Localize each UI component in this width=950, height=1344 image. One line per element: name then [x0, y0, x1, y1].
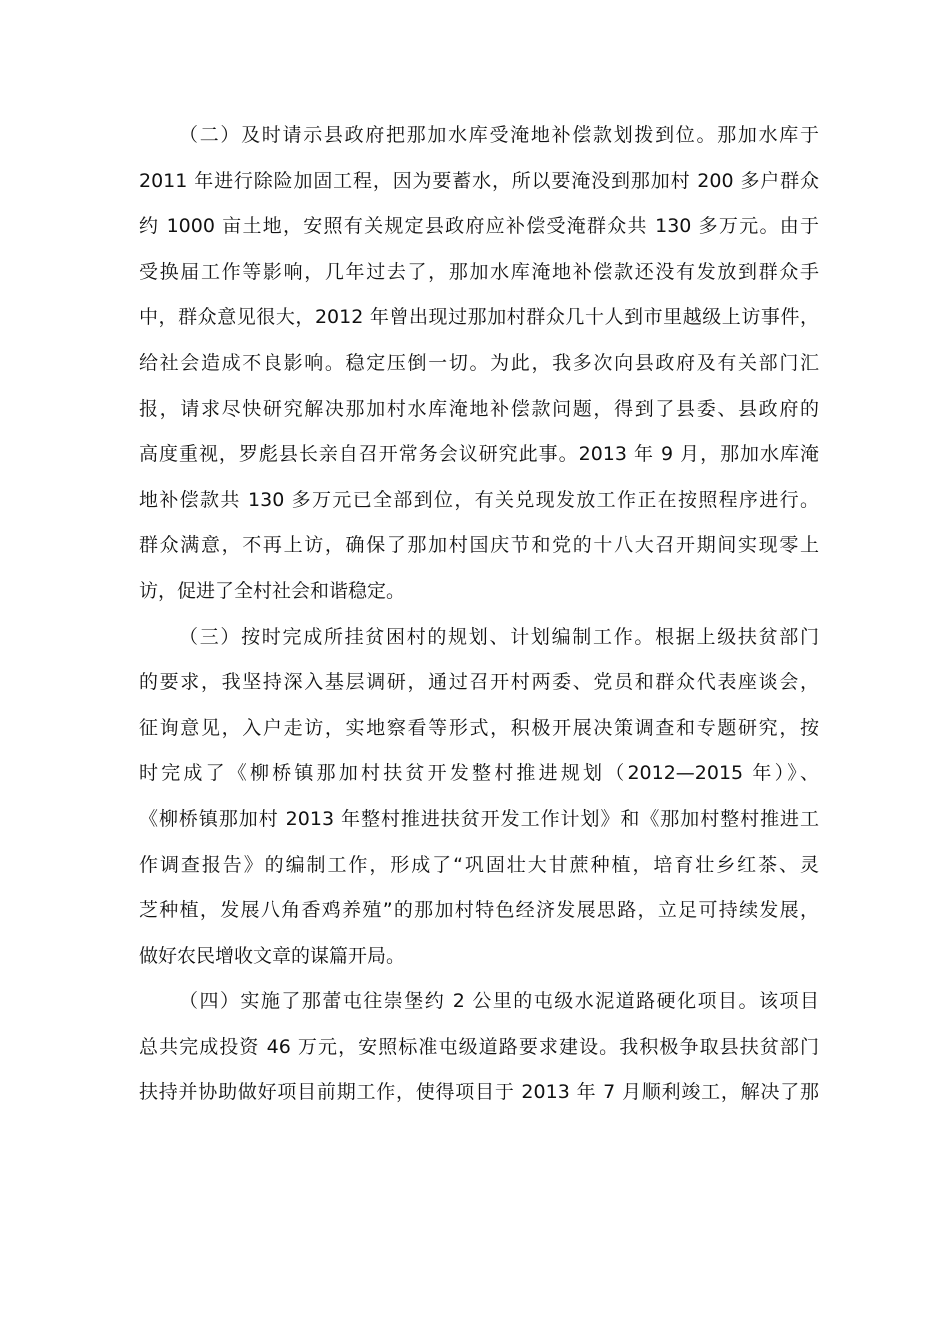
text-line: 总共完成投资 46 万元，安照标准屯级道路要求建设。我积极争取县扶贫部门 [139, 1035, 819, 1058]
text-line: （四）实施了那蕾屯往崇堡约 2 公里的屯级水泥道路硬化项目。该项目 [179, 990, 819, 1013]
text-line: 给社会造成不良影响。稳定压倒一切。为此，我多次向县政府及有关部门汇 [139, 351, 819, 374]
text-line: 2011 年进行除险加固工程，因为要蓄水，所以要淹没到那加村 200 多户群众 [139, 169, 819, 192]
text-line: （三）按时完成所挂贫困村的规划、计划编制工作。根据上级扶贫部门 [179, 625, 819, 648]
paragraph-2 [139, 113, 819, 615]
text-line: 地补偿款共 130 多万元已全部到位，有关兑现发放工作正在按照程序进行。 [139, 488, 819, 511]
text-line: 征询意见，入户走访，实地察看等形式，积极开展决策调查和专题研究，按 [139, 716, 819, 739]
text-line: 作调查报告》的编制工作，形成了“巩固壮大甘蔗种植，培育壮乡红茶、灵 [139, 853, 819, 876]
document-body [139, 113, 819, 1116]
text-line: 约 1000 亩土地，安照有关规定县政府应补偿受淹群众共 130 多万元。由于 [139, 215, 819, 238]
paragraph-3 [139, 615, 819, 980]
text-line: 中，群众意见很大，2012 年曾出现过那加村群众几十人到市里越级上访事件， [139, 306, 819, 329]
text-line: 的要求，我坚持深入基层调研，通过召开村两委、党员和群众代表座谈会， [139, 671, 819, 694]
text-line: 做好农民增收文章的谋篇开局。 [139, 944, 406, 967]
text-line: 群众满意，不再上访，确保了那加村国庆节和党的十八大召开期间实现零上 [139, 534, 819, 557]
text-line: 扶持并协助做好项目前期工作，使得项目于 2013 年 7 月顺利竣工，解决了那 [139, 1081, 819, 1104]
text-line: 受换届工作等影响，几年过去了，那加水库淹地补偿款还没有发放到群众手 [139, 260, 819, 283]
text-line: 《柳桥镇那加村 2013 年整村推进扶贫开发工作计划》和《那加村整村推进工 [139, 807, 819, 830]
text-line: 访，促进了全村社会和谐稳定。 [139, 579, 406, 602]
text-line: 高度重视，罗彪县长亲自召开常务会议研究此事。2013 年 9 月，那加水库淹 [139, 443, 819, 466]
paragraph-4 [139, 979, 819, 1116]
text-line: 时完成了《柳桥镇那加村扶贫开发整村推进规划（2012—2015 年）》、 [139, 762, 819, 785]
text-line: 芝种植，发展八角香鸡养殖”的那加村特色经济发展思路，立足可持续发展， [139, 899, 819, 922]
text-line: 报，请求尽快研究解决那加村水库淹地补偿款问题，得到了县委、县政府的 [139, 397, 819, 420]
text-line: （二）及时请示县政府把那加水库受淹地补偿款划拨到位。那加水库于 [179, 124, 819, 146]
